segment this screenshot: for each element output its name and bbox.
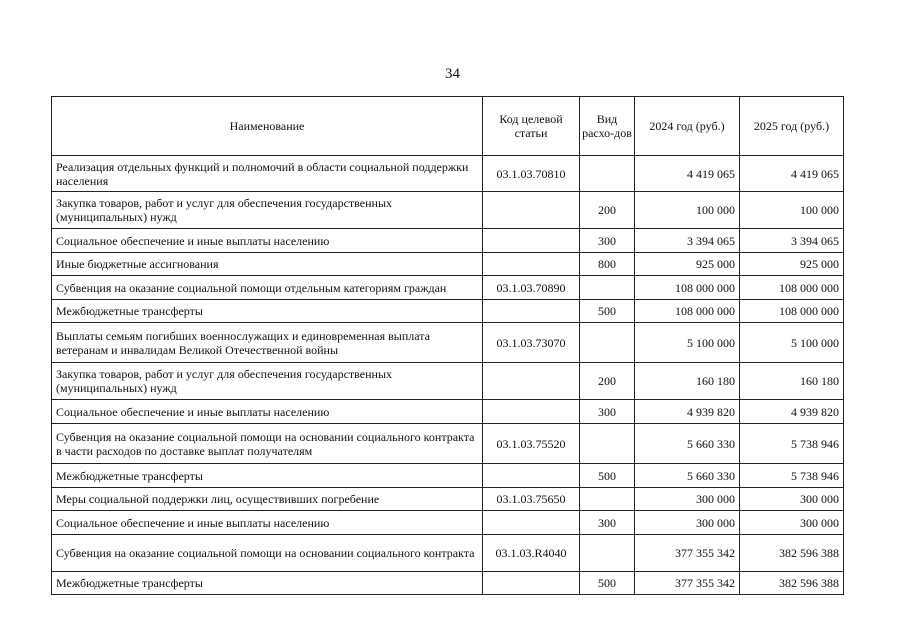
- table-row: [52, 229, 844, 253]
- row-code: [483, 253, 580, 276]
- row-kind: [580, 535, 635, 572]
- row-kind: [580, 276, 635, 300]
- row-2025: 100 000: [740, 192, 844, 229]
- row-2024: 5 660 330: [635, 424, 740, 464]
- row-2024: 4 939 820: [635, 400, 740, 424]
- row-2025: 4 419 065: [740, 156, 844, 192]
- row-kind: 200: [580, 363, 635, 400]
- header-kind: Вид расхо-дов: [580, 97, 635, 156]
- row-code: [483, 192, 580, 229]
- row-code: 03.1.03.73070: [483, 323, 580, 363]
- row-2025: 5 100 000: [740, 323, 844, 363]
- row-2025: 5 738 946: [740, 464, 844, 488]
- table-row: [52, 464, 844, 488]
- row-2025: 5 738 946: [740, 424, 844, 464]
- row-2024: 4 419 065: [635, 156, 740, 192]
- row-2025: 300 000: [740, 511, 844, 535]
- row-code: 03.1.03.75650: [483, 488, 580, 511]
- table-row: [52, 253, 844, 276]
- row-name: Меры социальной поддержки лиц, осуществивших погребение: [52, 488, 483, 511]
- row-name: Субвенция на оказание социальной помощи на основании социального контракта в части расходов по доставке выплат получателям: [52, 424, 483, 464]
- row-name: Иные бюджетные ассигнования: [52, 253, 483, 276]
- table-row: [52, 424, 844, 464]
- row-code: [483, 229, 580, 253]
- row-2025: 108 000 000: [740, 276, 844, 300]
- row-code: 03.1.03.75520: [483, 424, 580, 464]
- header-2024: 2024 год (руб.): [635, 97, 740, 156]
- row-kind: [580, 488, 635, 511]
- table-row: [52, 276, 844, 300]
- row-kind: 800: [580, 253, 635, 276]
- header-code: Код целевой статьи: [483, 97, 580, 156]
- header-name: Наименование: [52, 97, 483, 156]
- row-code: [483, 363, 580, 400]
- row-2025: 4 939 820: [740, 400, 844, 424]
- row-name: Межбюджетные трансферты: [52, 300, 483, 323]
- row-2024: 108 000 000: [635, 300, 740, 323]
- row-kind: 500: [580, 464, 635, 488]
- row-2025: 382 596 388: [740, 572, 844, 595]
- row-name: Субвенция на оказание социальной помощи отдельным категориям граждан: [52, 276, 483, 300]
- row-2025: 108 000 000: [740, 300, 844, 323]
- page-number: 34: [445, 66, 460, 82]
- row-kind: 300: [580, 511, 635, 535]
- table-row: [52, 511, 844, 535]
- row-kind: [580, 323, 635, 363]
- row-2025: 160 180: [740, 363, 844, 400]
- row-code: 03.1.03.R4040: [483, 535, 580, 572]
- row-code: [483, 572, 580, 595]
- row-2025: 925 000: [740, 253, 844, 276]
- table-row: [52, 323, 844, 363]
- table-row: [52, 363, 844, 400]
- row-code: 03.1.03.70890: [483, 276, 580, 300]
- row-2025: 300 000: [740, 488, 844, 511]
- table-row: [52, 488, 844, 511]
- row-kind: 500: [580, 572, 635, 595]
- row-2024: 377 355 342: [635, 572, 740, 595]
- row-name: Социальное обеспечение и иные выплаты населению: [52, 511, 483, 535]
- row-kind: [580, 156, 635, 192]
- table-row: [52, 156, 844, 192]
- row-code: [483, 300, 580, 323]
- row-kind: 300: [580, 229, 635, 253]
- budget-table: [51, 96, 844, 595]
- row-2024: 5 100 000: [635, 323, 740, 363]
- row-kind: 500: [580, 300, 635, 323]
- row-code: [483, 400, 580, 424]
- row-2024: 300 000: [635, 511, 740, 535]
- row-code: [483, 511, 580, 535]
- row-name: Социальное обеспечение и иные выплаты населению: [52, 229, 483, 253]
- table-row: [52, 535, 844, 572]
- row-2024: 108 000 000: [635, 276, 740, 300]
- row-2024: 100 000: [635, 192, 740, 229]
- row-2024: 5 660 330: [635, 464, 740, 488]
- row-2024: 160 180: [635, 363, 740, 400]
- table-row: [52, 192, 844, 229]
- header-2025: 2025 год (руб.): [740, 97, 844, 156]
- row-2024: 3 394 065: [635, 229, 740, 253]
- row-kind: 300: [580, 400, 635, 424]
- row-2024: 377 355 342: [635, 535, 740, 572]
- row-name: Социальное обеспечение и иные выплаты населению: [52, 400, 483, 424]
- row-2024: 300 000: [635, 488, 740, 511]
- row-name: Выплаты семьям погибших военнослужащих и единовременная выплата ветеранам и инвалидам Великой Отечественной войны: [52, 323, 483, 363]
- row-code: [483, 464, 580, 488]
- row-2025: 3 394 065: [740, 229, 844, 253]
- row-kind: 200: [580, 192, 635, 229]
- row-2024: 925 000: [635, 253, 740, 276]
- row-name: Реализация отдельных функций и полномочий в области социальной поддержки населения: [52, 156, 483, 192]
- row-name: Закупка товаров, работ и услуг для обеспечения государственных (муниципальных) нужд: [52, 363, 483, 400]
- row-name: Межбюджетные трансферты: [52, 464, 483, 488]
- row-name: Межбюджетные трансферты: [52, 572, 483, 595]
- table-row: [52, 300, 844, 323]
- table-header-row: [52, 97, 844, 156]
- row-name: Субвенция на оказание социальной помощи на основании социального контракта: [52, 535, 483, 572]
- table-row: [52, 400, 844, 424]
- row-name: Закупка товаров, работ и услуг для обеспечения государственных (муниципальных) нужд: [52, 192, 483, 229]
- row-2025: 382 596 388: [740, 535, 844, 572]
- row-code: 03.1.03.70810: [483, 156, 580, 192]
- table-row: [52, 572, 844, 595]
- row-kind: [580, 424, 635, 464]
